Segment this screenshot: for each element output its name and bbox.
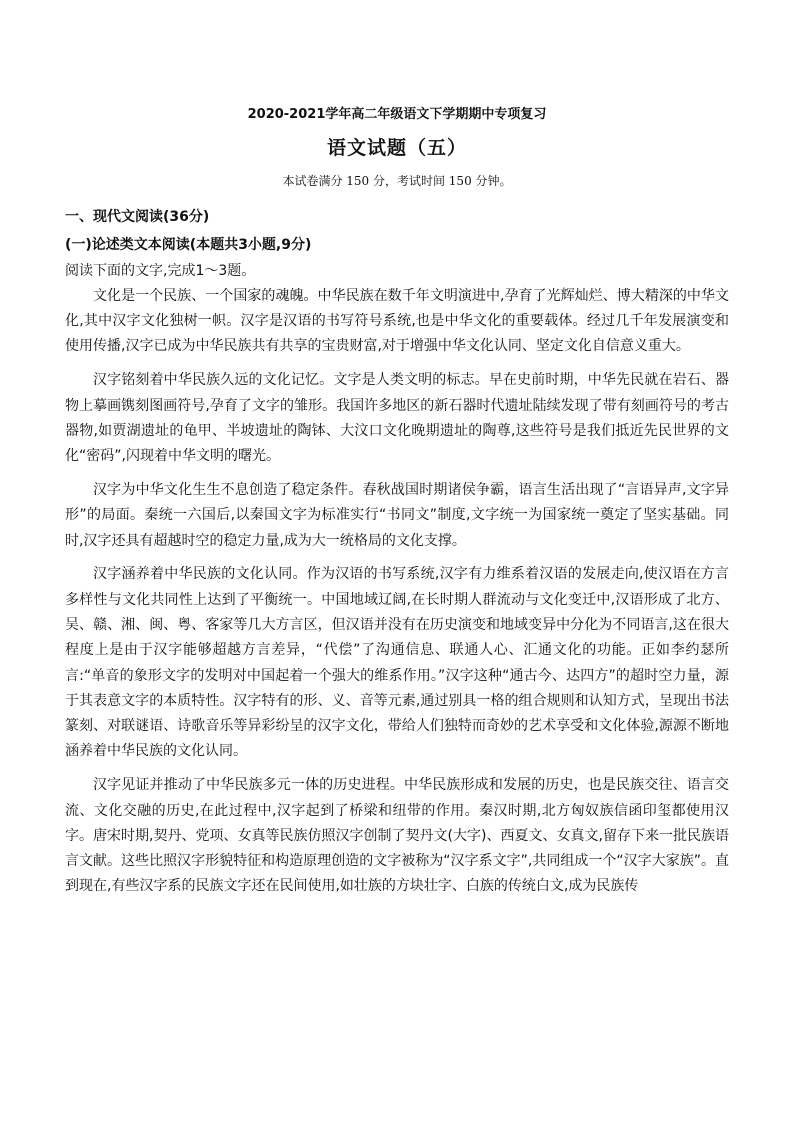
subsection-heading: (一)论述类文本阅读(本题共3小题,9分) — [65, 237, 312, 254]
section-heading: 一、现代文阅读(36分) — [65, 209, 210, 225]
reading-instruction: 阅读下面的文字,完成1～3题。 — [65, 262, 256, 279]
exam-title: 语文试题（五） — [326, 137, 467, 159]
exam-note: 本试卷满分 150 分，考试时间 150 分钟。 — [282, 174, 512, 188]
paragraph-2: 汉字铭刻着中华民族久远的文化记忆。文字是人类文明的标志。早在史前时期，中华先民就在岩石、器物上摹画镌刻图画符号,孕育了文字的雏形。我国许多地区的新石器时代遗址陆续发现了带有刻画符号的考古器物,如贾湖遗址的龟甲、半坡遗址的陶钵、大汶口文化晚期遗址的陶尊,这些符号是我们抵近先民世界的文化“密码”,闪现着中华文明的曙光。 — [65, 372, 729, 465]
document-body — [65, 205, 729, 908]
paragraph-4: 汉字涵养着中华民族的文化认同。作为汉语的书写系统,汉字有力维系着汉语的发展走向,使汉语在方言多样性与文化共同性上达到了平衡统一。中国地域辽阔,在长时期人群流动与文化变迁中,汉语形成了北方、吴、赣、湘、闽、粤、客家等几大方言区，但汉语并没有在历史演变和地域变异中分化为不同语言,这在很大程度上是由于汉字能够超越方言差异，“代偿”了沟通信息、联通人心、汇通文化的功能。正如李约瑟所言:“单音的象形文字的发明对中国起着一个强大的维系作用。”汉字这种“通古今、达四方”的超时空力量，源于其表意文字的本质特性。汉字特有的形、义、音等元素,通过别具一格的组合规则和认知方式，呈现出书法篆刻、对联谜语、诗歌音乐等异彩纷呈的汉字文化，带给人们独特而奇妙的艺术享受和文化体验,源源不断地涵养着中华民族的文化认同。 — [65, 566, 729, 760]
paragraph-5: 汉字见证并推动了中华民族多元一体的历史进程。中华民族形成和发展的历史，也是民族交往、语言交流、文化交融的历史,在此过程中,汉字起到了桥梁和纽带的作用。秦汉时期,北方匈奴族信函印玺都使用汉字。唐宋时期,契丹、党项、女真等民族仿照汉字创制了契丹文(大字)、西夏文、女真文,留存下来一批民族语言文献。这些比照汉字形貌特征和构造原理创造的文字被称为“汉字系文字”,共同组成一个“汉字大家族”。直到现在,有些汉字系的民族文字还在民间使用,如壮族的方块壮字、白族的传统白文,成为民族传 — [65, 777, 729, 895]
paragraph-1: 文化是一个民族、一个国家的魂魄。中华民族在数千年文明演进中,孕育了光辉灿烂、博大精深的中华文化,其中汉字文化独树一帜。汉字是汉语的书写符号系统,也是中华文化的重要载体。经过几千年发展演变和使用传播,汉字已成为中华民族共有共享的宝贵财富,对于增强中华文化认同、坚定文化自信意义重大。 — [65, 287, 729, 355]
paragraph-3: 汉字为中华文化生生不息创造了稳定条件。春秋战国时期诸侯争霸，语言生活出现了“言语异声,文字异形”的局面。秦统一六国后,以秦国文字为标准实行“书同文”制度,文字统一为国家统一奠定了坚实基础。同时,汉字还具有超越时空的稳定力量,成为大一统格局的文化支撑。 — [65, 481, 729, 549]
exam-subtitle: 2020-2021学年高二年级语文下学期期中专项复习 — [247, 107, 547, 122]
